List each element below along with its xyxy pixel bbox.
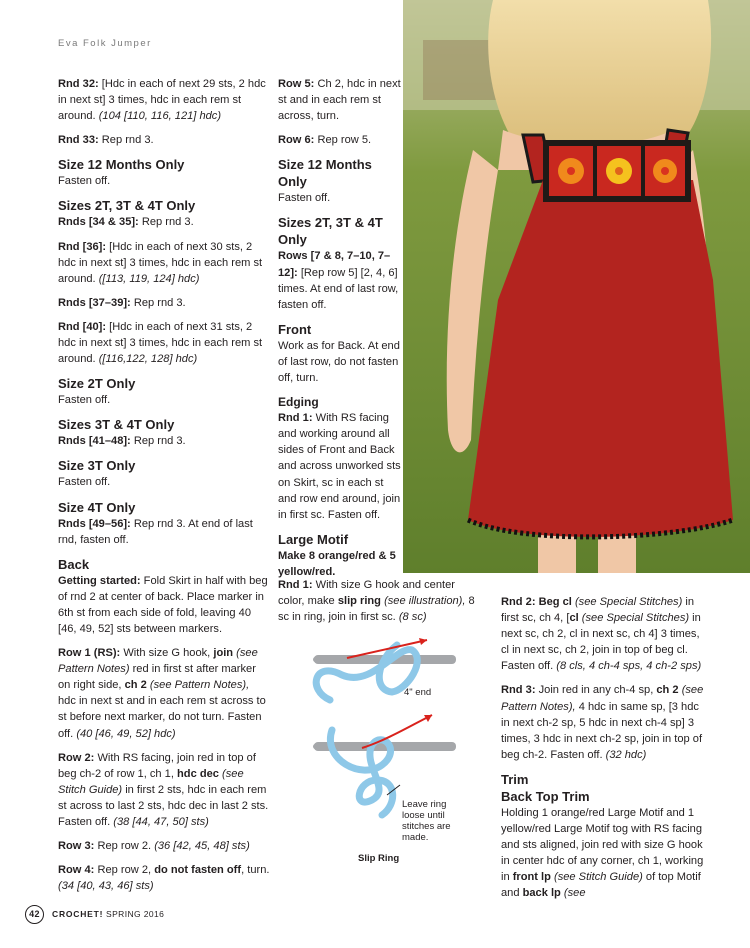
size-3t-heading: Size 3T Only bbox=[58, 458, 136, 474]
rnds-37-39: Rnds [37–39]: Rep rnd 3. bbox=[58, 296, 186, 309]
sizes-heading-2: Sizes 2T, 3T & 4T Only bbox=[278, 215, 383, 248]
rnd-36: Rnd [36]: [Hdc in each of next 30 sts, 2 hdc in next st] 3 times, hdc in each rem st around. ([113, 119, 124] hdc) bbox=[58, 240, 263, 285]
photo-illustration bbox=[403, 0, 750, 573]
motif-row bbox=[549, 146, 685, 196]
rnds-49-56: Rnds [49–56]: Rep rnd 3. At end of last rnd, fasten off. bbox=[58, 517, 253, 546]
svg-text:made.: made. bbox=[402, 832, 429, 843]
size-12-heading-2: Size 12 Months Only bbox=[278, 157, 372, 190]
rnd-33: Rnd 33: Rep rnd 3. bbox=[58, 134, 154, 147]
size-12-text-2: Fasten off. bbox=[278, 192, 331, 205]
rows-7-12: Rows [7 & 8, 7–10, 7–12]: [Rep row 5] [2, 4, 6] times. At end of last row, fasten off. bbox=[278, 250, 399, 311]
back-heading: Back bbox=[58, 556, 90, 572]
row-3: Row 3: Rep row 2. (36 [42, 45, 48] sts) bbox=[58, 840, 250, 853]
issue: SPRING 2016 bbox=[103, 908, 165, 919]
motif-rnd-2: Rnd 2: Beg cl (see Special Stitches) in first sc, ch 4, [cl (see Special Stitches) in next sc, ch 2, cl in next sc, ch 4] 3 times, cl in next sc, ch 2, join in top of beg cl. Fasten off. (8 cls, 4 ch-4 sps, 4 ch-2 sps) bbox=[501, 596, 702, 673]
size-12-text: Fasten off. bbox=[58, 175, 111, 188]
back-top-trim-heading: Back Top Trim bbox=[501, 788, 590, 804]
front-text: Work as for Back. At end of last row, do not fasten off, turn. bbox=[278, 339, 400, 385]
sizes-2t-heading: Sizes 2T, 3T & 4T Only bbox=[58, 198, 196, 214]
column-2-lower bbox=[278, 577, 478, 633]
row-5: Row 5: Ch 2, hdc in next st and in each rem st across, turn. bbox=[278, 78, 401, 123]
footer bbox=[25, 905, 164, 924]
back-top-trim-text: Holding 1 orange/red Large Motif and 1 yellow/red Large Motif tog with RS facing and sts aligned, join red with size G hook in center hdc of any corner, ch 1, working in front lp (see Stitch Guide) of top Motif and back lp (see bbox=[501, 806, 704, 900]
page-number: 42 bbox=[25, 905, 44, 924]
motif-rnd-1: Rnd 1: With size G hook and center color, make slip ring (see illustration), 8 sc in ring, join in first sc. (8 sc) bbox=[278, 579, 475, 624]
size-4t-heading: Size 4T Only bbox=[58, 499, 136, 515]
girl-in-jumper-photo bbox=[403, 0, 750, 573]
trim-heading: Trim bbox=[501, 771, 529, 787]
svg-text:stitches are: stitches are bbox=[402, 821, 451, 832]
size-2t-text: Fasten off. bbox=[58, 394, 111, 407]
column-2 bbox=[278, 76, 403, 588]
rnd-40: Rnd [40]: [Hdc in each of next 31 sts, 2 hdc in next st] 3 times, hdc in each rem st around. ([116,122, 128] hdc) bbox=[58, 320, 263, 366]
row-2: Row 2: With RS facing, join red in top of beg ch-2 of row 1, ch 1, hdc dec (see Stitch Guide) in first 2 sts, hdc in each rem st across to last 2 sts, hdc dec in last 2 sts. Fasten off. (38 [44, 47, 50] sts) bbox=[58, 751, 269, 828]
motif-rnd-3: Rnd 3: Join red in any ch-4 sp, ch 2 (see Pattern Notes), 4 hdc in same sp, [3 hdc in next ch-2 sp, 5 hdc in next ch-4 sp] 3 times, 3 hdc in next ch-2 sp, join in top of beg ch-2. Fasten off. (32 hdc) bbox=[501, 684, 704, 761]
size-2t-heading: Size 2T Only bbox=[58, 376, 136, 392]
label-4in-end: 4" end bbox=[404, 687, 432, 698]
large-motif-sub: Make 8 orange/red & 5 yellow/red. bbox=[278, 549, 396, 578]
getting-started: Getting started: Fold Skirt in half with beg of rnd 2 at center of back. Place marker in 6th st from each side of fold, leaving 40 [46, 49, 52] sts between markers. bbox=[58, 574, 268, 635]
rnd-32: Rnd 32: [Hdc in each of next 29 sts, 2 hdc in next st] 3 times, hdc in each rem st around. (104 [110, 116, 121] hdc) bbox=[58, 78, 266, 123]
front-heading: Front bbox=[278, 321, 312, 337]
svg-text:Leave ring: Leave ring bbox=[402, 799, 447, 810]
size-3t-text: Fasten off. bbox=[58, 476, 111, 489]
slip-ring-diagram bbox=[302, 630, 492, 870]
running-head: Eva Folk Jumper bbox=[58, 38, 152, 49]
row-6: Row 6: Rep row 5. bbox=[278, 134, 372, 147]
row-4: Row 4: Rep row 2, do not fasten off, turn. (34 [40, 43, 46] sts) bbox=[58, 864, 270, 893]
slip-ring-caption: Slip Ring bbox=[358, 853, 400, 864]
column-1 bbox=[58, 76, 270, 902]
magazine-name: CROCHET! bbox=[52, 908, 104, 919]
rnds-34-35: Rnds [34 & 35]: Rep rnd 3. bbox=[58, 216, 194, 229]
edging-heading: Edging bbox=[278, 395, 319, 410]
row-1: Row 1 (RS): With size G hook, join (see Pattern Notes) red in first st after marker on right side, ch 2 (see Pattern Notes), hdc in next st and in each rem st across to st before next marker, do not turn. Fasten off. (40 [46, 49, 52] hdc) bbox=[58, 647, 266, 740]
sizes-3t-4t-heading: Sizes 3T & 4T Only bbox=[58, 417, 175, 433]
rnds-41-48: Rnds [41–48]: Rep rnd 3. bbox=[58, 435, 186, 448]
large-motif-heading: Large Motif bbox=[278, 531, 349, 547]
size-12-heading: Size 12 Months Only bbox=[58, 157, 185, 173]
edging-rnd-1: Rnd 1: With RS facing and working around all sides of Front and Back and across unworked sts on Skirt, sc in each st and row end around, join in first sc. Fasten off. bbox=[278, 412, 401, 521]
svg-text:loose until: loose until bbox=[402, 810, 445, 821]
column-3 bbox=[501, 594, 708, 910]
